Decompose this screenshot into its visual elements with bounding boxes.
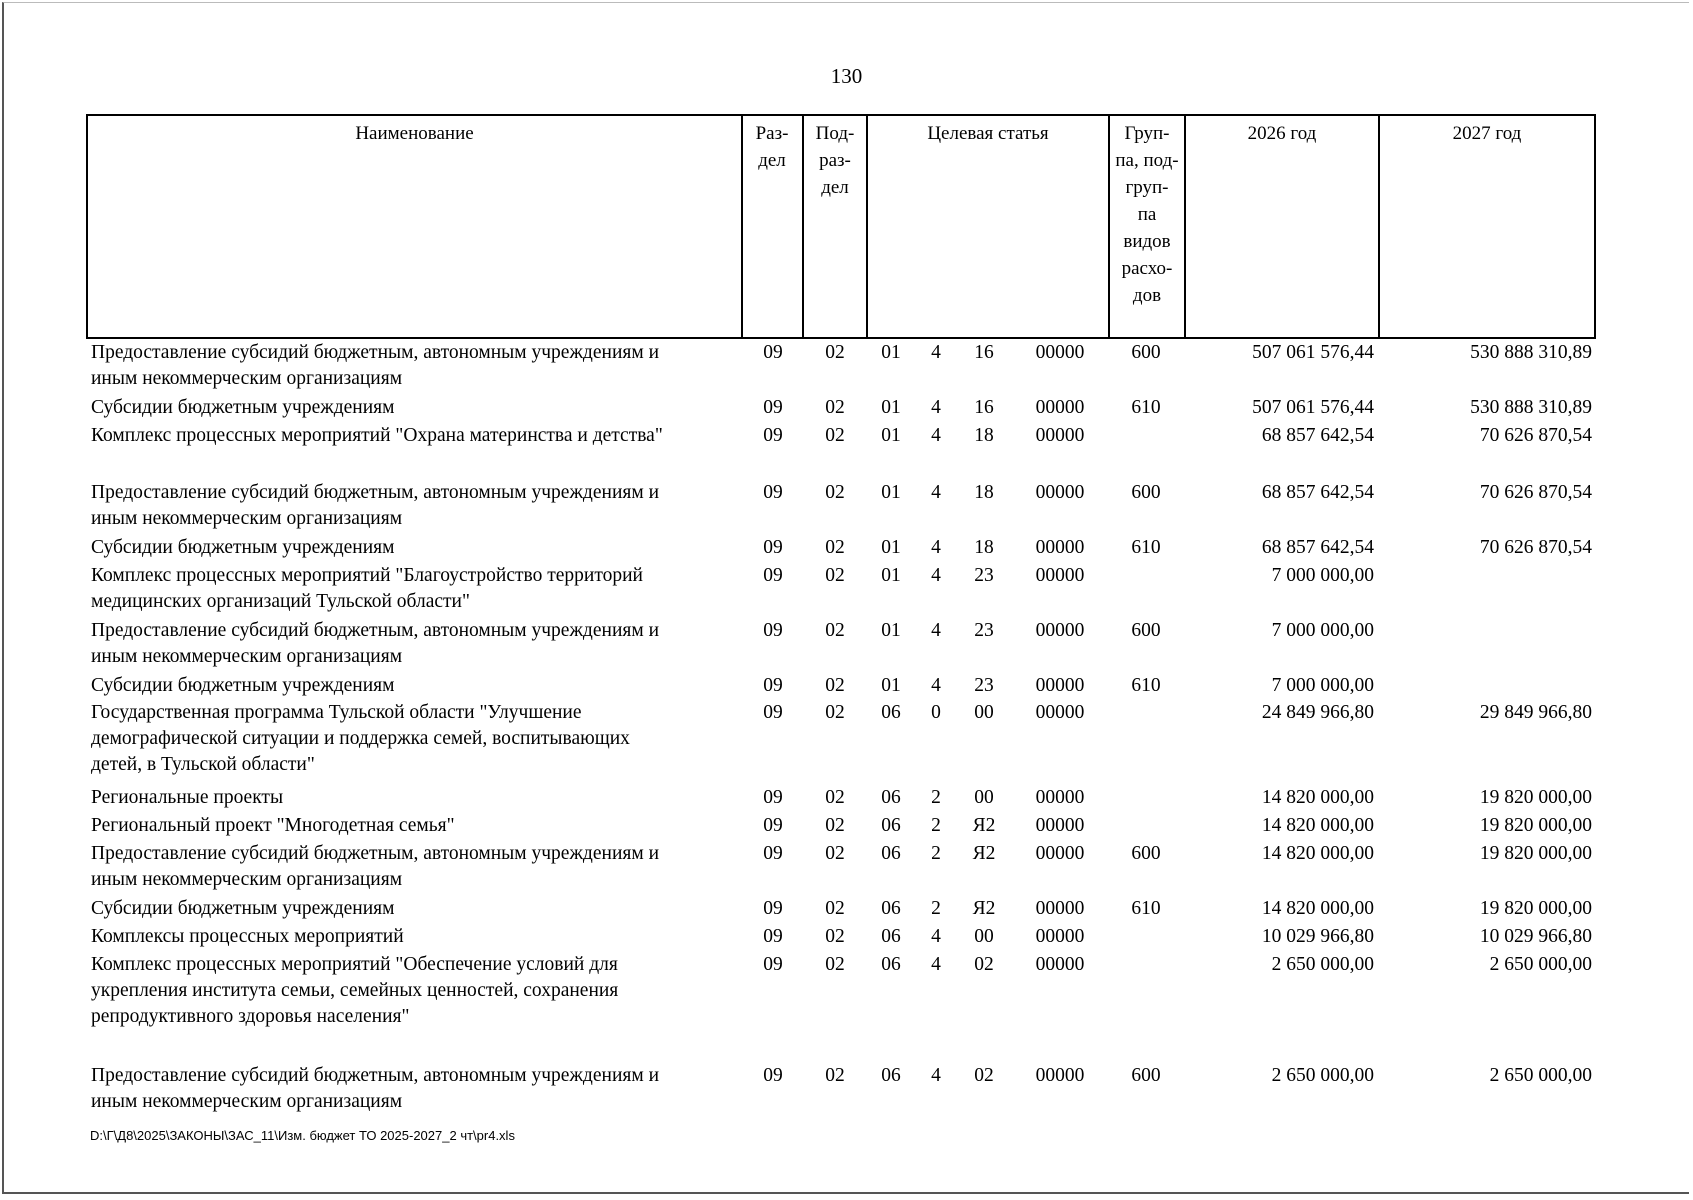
row-amount-2027: 70 626 870,54 bbox=[1479, 425, 1592, 446]
row-name-line: Комплекс процессных мероприятий "Благоустройство территорий bbox=[91, 565, 643, 586]
row-name-line: иным некоммерческим организациям bbox=[91, 646, 403, 667]
row-podrazdel: 02 bbox=[825, 537, 845, 558]
row-cs-type: 4 bbox=[931, 675, 941, 696]
row-podrazdel: 02 bbox=[825, 843, 845, 864]
row-podrazdel: 02 bbox=[825, 425, 845, 446]
row-cs-direction: 00000 bbox=[1035, 1065, 1085, 1086]
row-cs-direction: 00000 bbox=[1035, 342, 1085, 363]
row-amount-2027: 530 888 310,89 bbox=[1470, 397, 1592, 418]
row-podrazdel: 02 bbox=[825, 342, 845, 363]
row-cs-program: 06 bbox=[881, 815, 901, 836]
row-razdel: 09 bbox=[763, 425, 783, 446]
header-divider bbox=[866, 116, 868, 337]
row-cs-element: 00 bbox=[974, 926, 994, 947]
row-cs-type: 4 bbox=[931, 954, 941, 975]
row-vid-rashodov: 610 bbox=[1131, 537, 1161, 558]
row-cs-program: 01 bbox=[881, 620, 901, 641]
row-cs-type: 2 bbox=[931, 815, 941, 836]
row-cs-type: 0 bbox=[931, 702, 941, 723]
row-amount-2026: 68 857 642,54 bbox=[1261, 482, 1374, 503]
row-cs-program: 01 bbox=[881, 342, 901, 363]
row-cs-direction: 00000 bbox=[1035, 675, 1085, 696]
row-amount-2026: 2 650 000,00 bbox=[1271, 1065, 1374, 1086]
row-name-line: Предоставление субсидий бюджетным, автономным учреждениям и bbox=[91, 1065, 660, 1086]
row-razdel: 09 bbox=[763, 787, 783, 808]
row-cs-direction: 00000 bbox=[1035, 425, 1085, 446]
row-cs-program: 06 bbox=[881, 702, 901, 723]
header-vid-rashodov: Груп- па, под- груп- па видов расхо- дов bbox=[1115, 123, 1179, 306]
row-name-line: Комплекс процессных мероприятий "Охрана материнства и детства" bbox=[91, 425, 663, 446]
row-amount-2027: 70 626 870,54 bbox=[1479, 482, 1592, 503]
header-name: Наименование bbox=[355, 123, 474, 144]
row-podrazdel: 02 bbox=[825, 620, 845, 641]
row-name-line: Государственная программа Тульской области "Улучшение bbox=[91, 702, 582, 723]
row-cs-element: 16 bbox=[974, 342, 994, 363]
row-cs-type: 4 bbox=[931, 1065, 941, 1086]
row-cs-type: 2 bbox=[931, 843, 941, 864]
row-name-line: Региональный проект "Многодетная семья" bbox=[91, 815, 455, 836]
row-cs-direction: 00000 bbox=[1035, 620, 1085, 641]
row-cs-direction: 00000 bbox=[1035, 926, 1085, 947]
row-cs-program: 06 bbox=[881, 1065, 901, 1086]
row-amount-2026: 24 849 966,80 bbox=[1261, 702, 1374, 723]
row-vid-rashodov: 610 bbox=[1131, 397, 1161, 418]
row-amount-2026: 14 820 000,00 bbox=[1261, 843, 1374, 864]
row-amount-2026: 68 857 642,54 bbox=[1261, 425, 1374, 446]
row-razdel: 09 bbox=[763, 482, 783, 503]
row-cs-element: 18 bbox=[974, 482, 994, 503]
row-name-line: укрепления института семьи, семейных ценностей, сохранения bbox=[91, 980, 619, 1001]
row-cs-direction: 00000 bbox=[1035, 954, 1085, 975]
row-cs-program: 01 bbox=[881, 537, 901, 558]
row-cs-type: 4 bbox=[931, 537, 941, 558]
row-amount-2026: 10 029 966,80 bbox=[1261, 926, 1374, 947]
row-podrazdel: 02 bbox=[825, 675, 845, 696]
row-name bbox=[91, 813, 731, 839]
row-cs-direction: 00000 bbox=[1035, 482, 1085, 503]
row-name-line: Предоставление субсидий бюджетным, автономным учреждениям и bbox=[91, 342, 660, 363]
row-razdel: 09 bbox=[763, 954, 783, 975]
row-name bbox=[91, 1063, 731, 1115]
row-name bbox=[91, 785, 731, 811]
row-name bbox=[91, 841, 731, 893]
row-amount-2026: 2 650 000,00 bbox=[1271, 954, 1374, 975]
row-podrazdel: 02 bbox=[825, 898, 845, 919]
row-amount-2027: 10 029 966,80 bbox=[1479, 926, 1592, 947]
row-name-line: Комплексы процессных мероприятий bbox=[91, 926, 404, 947]
row-name-line: Предоставление субсидий бюджетным, автономным учреждениям и bbox=[91, 620, 660, 641]
row-razdel: 09 bbox=[763, 1065, 783, 1086]
row-amount-2026: 14 820 000,00 bbox=[1261, 898, 1374, 919]
row-cs-element: 23 bbox=[974, 675, 994, 696]
row-podrazdel: 02 bbox=[825, 787, 845, 808]
row-vid-rashodov: 610 bbox=[1131, 898, 1161, 919]
row-cs-element: 18 bbox=[974, 425, 994, 446]
row-amount-2026: 68 857 642,54 bbox=[1261, 537, 1374, 558]
row-vid-rashodov: 600 bbox=[1131, 342, 1161, 363]
row-vid-rashodov: 600 bbox=[1131, 620, 1161, 641]
row-name-line: иным некоммерческим организациям bbox=[91, 368, 403, 389]
row-podrazdel: 02 bbox=[825, 926, 845, 947]
row-cs-element: 23 bbox=[974, 620, 994, 641]
row-cs-direction: 00000 bbox=[1035, 702, 1085, 723]
row-cs-element: 00 bbox=[974, 702, 994, 723]
row-cs-direction: 00000 bbox=[1035, 815, 1085, 836]
row-podrazdel: 02 bbox=[825, 1065, 845, 1086]
row-razdel: 09 bbox=[763, 702, 783, 723]
row-amount-2027: 19 820 000,00 bbox=[1479, 787, 1592, 808]
row-podrazdel: 02 bbox=[825, 702, 845, 723]
row-cs-direction: 00000 bbox=[1035, 397, 1085, 418]
row-cs-type: 4 bbox=[931, 425, 941, 446]
row-podrazdel: 02 bbox=[825, 482, 845, 503]
row-cs-element: Я2 bbox=[972, 843, 996, 864]
row-name-line: Субсидии бюджетным учреждениям bbox=[91, 397, 395, 418]
row-cs-direction: 00000 bbox=[1035, 898, 1085, 919]
row-name-line: иным некоммерческим организациям bbox=[91, 508, 403, 529]
row-cs-element: 02 bbox=[974, 954, 994, 975]
row-name bbox=[91, 480, 731, 532]
row-vid-rashodov: 600 bbox=[1131, 482, 1161, 503]
row-name bbox=[91, 563, 731, 615]
row-cs-type: 4 bbox=[931, 342, 941, 363]
row-razdel: 09 bbox=[763, 620, 783, 641]
row-cs-type: 2 bbox=[931, 898, 941, 919]
row-name bbox=[91, 924, 731, 950]
table-header bbox=[86, 114, 1596, 339]
row-cs-program: 06 bbox=[881, 898, 901, 919]
row-name bbox=[91, 618, 731, 670]
row-podrazdel: 02 bbox=[825, 397, 845, 418]
row-cs-program: 01 bbox=[881, 425, 901, 446]
row-cs-element: Я2 bbox=[972, 898, 996, 919]
row-podrazdel: 02 bbox=[825, 954, 845, 975]
row-cs-type: 4 bbox=[931, 926, 941, 947]
row-cs-direction: 00000 bbox=[1035, 537, 1085, 558]
header-podrazdel: Под- раз- дел bbox=[815, 123, 855, 198]
row-cs-program: 06 bbox=[881, 843, 901, 864]
row-cs-element: 18 bbox=[974, 537, 994, 558]
row-name-line: Субсидии бюджетным учреждениям bbox=[91, 675, 395, 696]
row-cs-program: 06 bbox=[881, 954, 901, 975]
row-amount-2027: 70 626 870,54 bbox=[1479, 537, 1592, 558]
row-name-line: Предоставление субсидий бюджетным, автономным учреждениям и bbox=[91, 482, 660, 503]
row-vid-rashodov: 600 bbox=[1131, 1065, 1161, 1086]
row-podrazdel: 02 bbox=[825, 815, 845, 836]
row-podrazdel: 02 bbox=[825, 565, 845, 586]
row-cs-element: 16 bbox=[974, 397, 994, 418]
header-celevaya-statya: Целевая статья bbox=[927, 123, 1049, 144]
row-amount-2027: 19 820 000,00 bbox=[1479, 843, 1592, 864]
row-amount-2026: 7 000 000,00 bbox=[1271, 565, 1374, 586]
row-cs-type: 2 bbox=[931, 787, 941, 808]
row-cs-element: 00 bbox=[974, 787, 994, 808]
row-name-line: медицинских организаций Тульской области" bbox=[91, 591, 470, 612]
row-cs-program: 06 bbox=[881, 787, 901, 808]
row-cs-program: 01 bbox=[881, 397, 901, 418]
row-vid-rashodov: 600 bbox=[1131, 843, 1161, 864]
row-amount-2027: 530 888 310,89 bbox=[1470, 342, 1592, 363]
row-name bbox=[91, 340, 731, 392]
row-name-line: Субсидии бюджетным учреждениям bbox=[91, 537, 395, 558]
row-cs-element: Я2 bbox=[972, 815, 996, 836]
row-amount-2026: 7 000 000,00 bbox=[1271, 620, 1374, 641]
row-name bbox=[91, 952, 731, 1030]
row-name-line: иным некоммерческим организациям bbox=[91, 1091, 403, 1112]
row-razdel: 09 bbox=[763, 898, 783, 919]
row-cs-type: 4 bbox=[931, 482, 941, 503]
row-amount-2026: 507 061 576,44 bbox=[1252, 342, 1374, 363]
row-cs-element: 02 bbox=[974, 1065, 994, 1086]
row-cs-program: 06 bbox=[881, 926, 901, 947]
row-amount-2026: 7 000 000,00 bbox=[1271, 675, 1374, 696]
row-name-line: Предоставление субсидий бюджетным, автономным учреждениям и bbox=[91, 843, 660, 864]
row-name-line: Региональные проекты bbox=[91, 787, 284, 808]
row-name bbox=[91, 896, 731, 922]
page-number: 130 bbox=[830, 64, 863, 88]
row-amount-2026: 14 820 000,00 bbox=[1261, 787, 1374, 808]
footer-file-path: D:\Г\Д8\2025\ЗАКОНЫ\ЗАС_11\Изм. бюджет ТО 2025-2027_2 чт\pr4.xls bbox=[90, 1128, 515, 1143]
row-cs-type: 4 bbox=[931, 565, 941, 586]
row-cs-direction: 00000 bbox=[1035, 843, 1085, 864]
row-name-line: репродуктивного здоровья населения" bbox=[91, 1006, 410, 1027]
row-cs-element: 23 bbox=[974, 565, 994, 586]
row-vid-rashodov: 610 bbox=[1131, 675, 1161, 696]
row-amount-2026: 14 820 000,00 bbox=[1261, 815, 1374, 836]
row-razdel: 09 bbox=[763, 675, 783, 696]
row-cs-program: 01 bbox=[881, 675, 901, 696]
header-divider bbox=[1184, 116, 1186, 337]
row-razdel: 09 bbox=[763, 843, 783, 864]
row-cs-type: 4 bbox=[931, 397, 941, 418]
row-amount-2027: 29 849 966,80 bbox=[1479, 702, 1592, 723]
row-name-line: детей, в Тульской области" bbox=[91, 754, 315, 775]
row-amount-2027: 2 650 000,00 bbox=[1489, 1065, 1592, 1086]
row-name-line: иным некоммерческим организациям bbox=[91, 869, 403, 890]
header-year-2027: 2027 год bbox=[1452, 123, 1522, 144]
header-razdel: Раз- дел bbox=[755, 123, 789, 171]
row-razdel: 09 bbox=[763, 565, 783, 586]
row-name bbox=[91, 673, 731, 699]
row-amount-2027: 2 650 000,00 bbox=[1489, 954, 1592, 975]
row-cs-program: 01 bbox=[881, 565, 901, 586]
header-divider bbox=[1378, 116, 1380, 337]
row-name bbox=[91, 700, 731, 778]
row-cs-direction: 00000 bbox=[1035, 787, 1085, 808]
row-cs-program: 01 bbox=[881, 482, 901, 503]
row-razdel: 09 bbox=[763, 537, 783, 558]
row-razdel: 09 bbox=[763, 926, 783, 947]
row-name bbox=[91, 423, 731, 449]
row-cs-direction: 00000 bbox=[1035, 565, 1085, 586]
row-amount-2027: 19 820 000,00 bbox=[1479, 815, 1592, 836]
row-name bbox=[91, 535, 731, 561]
row-razdel: 09 bbox=[763, 397, 783, 418]
row-amount-2027: 19 820 000,00 bbox=[1479, 898, 1592, 919]
row-name-line: Комплекс процессных мероприятий "Обеспечение условий для bbox=[91, 954, 618, 975]
row-razdel: 09 bbox=[763, 815, 783, 836]
row-name-line: демографической ситуации и поддержка семей, воспитывающих bbox=[91, 728, 630, 749]
header-year-2026: 2026 год bbox=[1247, 123, 1317, 144]
row-razdel: 09 bbox=[763, 342, 783, 363]
row-name-line: Субсидии бюджетным учреждениям bbox=[91, 898, 395, 919]
row-cs-type: 4 bbox=[931, 620, 941, 641]
row-name bbox=[91, 395, 731, 421]
row-amount-2026: 507 061 576,44 bbox=[1252, 397, 1374, 418]
